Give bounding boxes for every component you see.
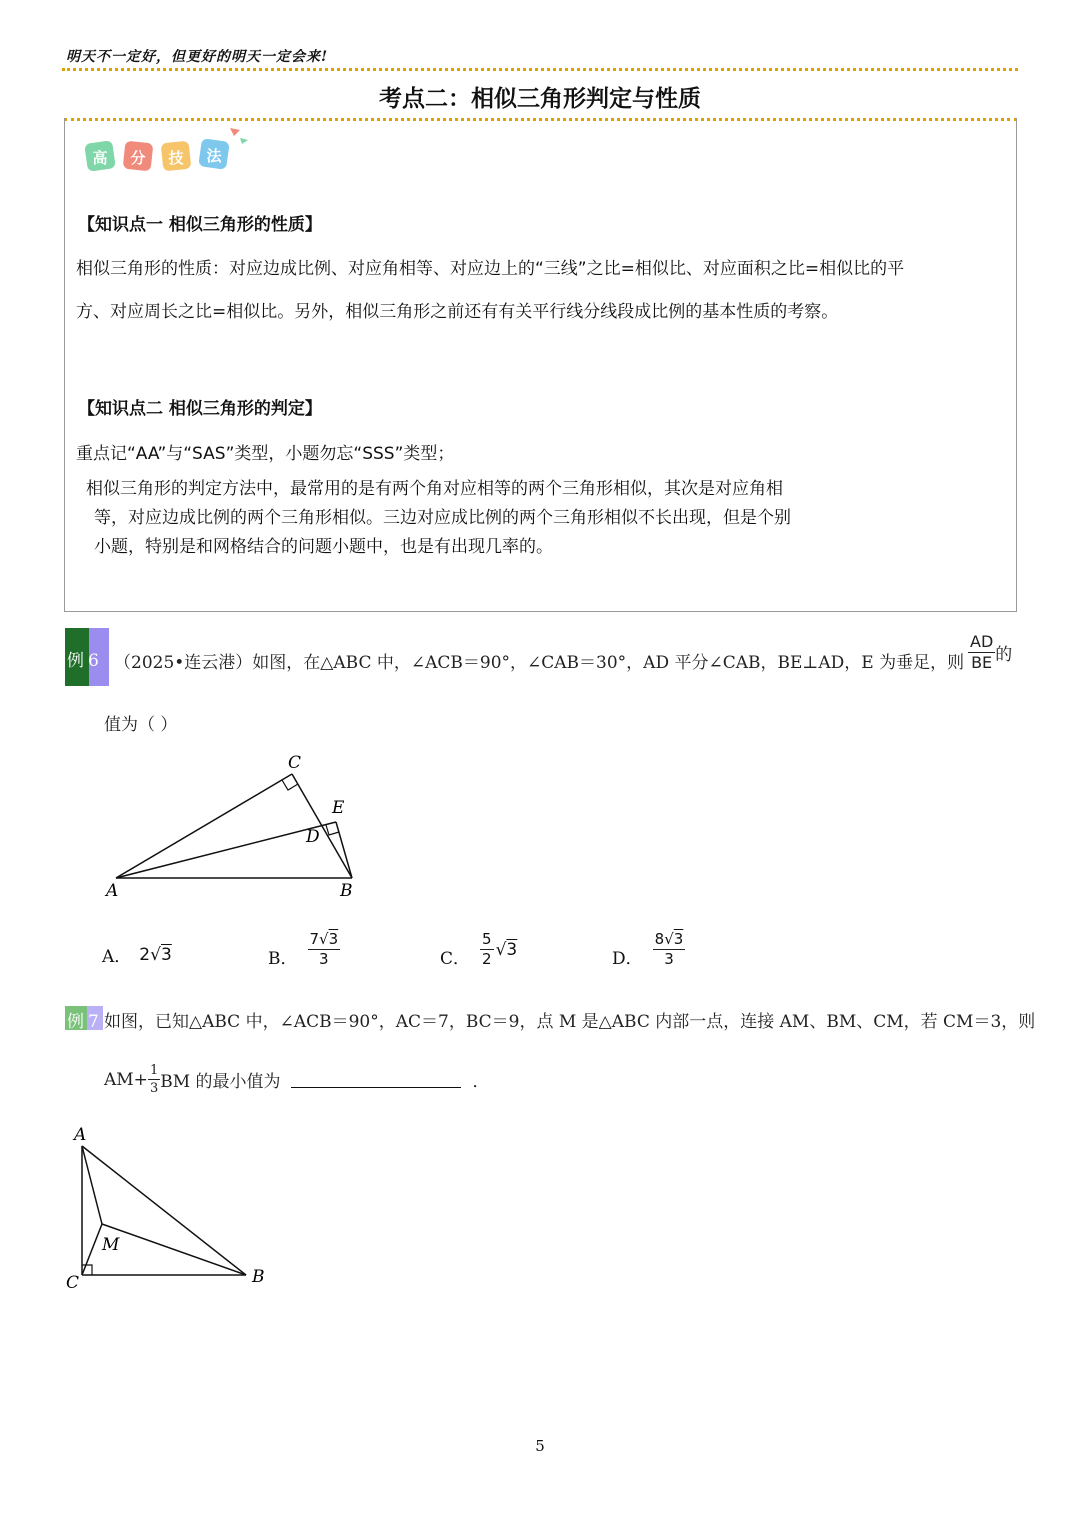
knowledge2-line4: 小题，特别是和网格结合的问题小题中，也是有出现几率的。 (94, 537, 553, 557)
example7-end: ． (472, 1072, 490, 1092)
fig6-segment-ae (116, 822, 336, 878)
fig7-label-b: B (252, 1267, 265, 1287)
choice-d[interactable] (612, 930, 685, 969)
badge-char-3: 技 (168, 149, 184, 167)
high-score-badge (82, 124, 252, 188)
example6-fraction (968, 634, 1012, 671)
knowledge2-heading: 【知识点二 相似三角形的判定】 (78, 399, 322, 419)
sqrt-icon: √ (150, 944, 161, 965)
knowledge2-line3: 等，对应边成比例的两个三角形相似。三边对应成比例的两个三角形相似不长出现，但是个别 (94, 508, 791, 528)
example6-tag-num: 6 (88, 651, 99, 671)
badge-char-2: 分 (130, 149, 146, 167)
knowledge1-heading: 【知识点一 相似三角形的性质】 (78, 215, 322, 235)
example7-tag-char: 例 (67, 1012, 84, 1032)
choice-a-coef: 2 (139, 944, 151, 965)
example7-frac-num: 1 (149, 1063, 159, 1078)
example6-tag-char: 例 (67, 651, 84, 671)
knowledge2-body (86, 475, 1006, 562)
choice-a-rad: 3 (160, 944, 172, 965)
fig6-segment-be (336, 822, 352, 878)
example6-line2: 值为（ ） (104, 715, 178, 735)
example7-suffix: BM 的最小值为 (160, 1072, 281, 1092)
choice-a-value (139, 945, 172, 965)
example7-tag (65, 1006, 103, 1030)
example6-tag (65, 628, 109, 686)
sqrt-icon: √ (495, 939, 507, 960)
fig6-label-e: E (332, 798, 345, 818)
choice-a-letter: A． (102, 947, 132, 967)
example6-suffix: 的 (995, 645, 1013, 665)
knowledge1-line1: 相似三角形的性质：对应边成比例、对应角相等、对应边上的“三线”之比=相似比、对应面积之比=相似比的平 (76, 259, 905, 279)
fig7-side-ab (82, 1146, 246, 1275)
page-number: 5 (535, 1437, 545, 1455)
fig6-label-c: C (288, 753, 302, 773)
fig7-segment-bm (102, 1224, 246, 1275)
badge-spark-icon (230, 128, 240, 136)
header-motto: 明天不一定好，但更好的明天一定会来! (66, 49, 329, 65)
fig7-segment-am (82, 1146, 102, 1224)
choice-a[interactable] (102, 942, 172, 967)
header-divider (62, 68, 1018, 71)
example7-frac (148, 1064, 160, 1095)
example7-frac-den: 3 (149, 1081, 159, 1096)
fig6-label-b: B (340, 881, 353, 901)
choice-c-root (496, 940, 518, 960)
choice-b-frac (308, 932, 341, 967)
knowledge1-body (76, 248, 1016, 334)
fig6-label-d: D (306, 827, 320, 847)
choice-b-num (308, 932, 341, 950)
choice-c-num: 5 (482, 930, 492, 948)
badge-graphic (82, 124, 252, 184)
choice-b-letter: B． (268, 949, 298, 969)
answer-blank[interactable] (291, 1086, 461, 1088)
example6-frac (968, 634, 995, 671)
choice-d-rad: 3 (673, 930, 684, 948)
choice-c[interactable] (440, 930, 517, 969)
example6-frac-den: BE (971, 653, 993, 672)
example7-line2 (104, 1064, 490, 1095)
example6-text: （2025•连云港）如图，在△ABC 中，∠ACB＝90°，∠CAB＝30°，AD 平分∠CAB，BE⊥AD，E 为垂足，则 (114, 653, 965, 673)
fig7-label-c: C (66, 1273, 80, 1293)
choice-b-den: 3 (319, 950, 329, 968)
example7-tag-num: 7 (88, 1012, 99, 1032)
example6-question (114, 648, 964, 673)
choice-c-frac (480, 932, 494, 967)
example7-text: 如图，已知△ABC 中，∠ACB＝90°，AC＝7，BC＝9，点 M 是△ABC 内部一点，连接 AM、BM、CM，若 CM＝3，则 (104, 1012, 1036, 1032)
choice-d-num (653, 932, 686, 950)
example6-frac-num: AD (970, 632, 994, 651)
example7-prefix: AM+ (104, 1069, 148, 1090)
example6-tag-label (65, 646, 109, 671)
choice-c-letter: C． (440, 949, 471, 969)
fig7-label-m: M (102, 1235, 120, 1255)
example7-tag-label (65, 1007, 103, 1032)
choice-b-rad: 3 (328, 930, 339, 948)
fig6-label-a: A (106, 881, 119, 901)
sqrt-icon: √ (319, 930, 329, 948)
badge-spark-icon-2 (240, 138, 248, 144)
knowledge2-line1: 重点记“AA”与“SAS”类型，小题勿忘“SSS”类型； (76, 444, 455, 464)
knowledge1-line2: 方、对应周长之比=相似比。另外，相似三角形之前还有有关平行线分线段成比例的基本性质的考察。 (76, 302, 839, 322)
choice-d-den: 3 (664, 950, 674, 968)
choice-d-letter: D． (612, 949, 643, 969)
choice-d-coef: 8 (654, 930, 665, 948)
page-title: 考点二：相似三角形判定与性质 (379, 86, 701, 112)
badge-char-4: 法 (206, 147, 222, 165)
sqrt-icon: √ (664, 930, 674, 948)
badge-char-1: 高 (92, 149, 108, 167)
fig6-side-ac (116, 774, 292, 878)
choice-c-den: 2 (482, 950, 492, 968)
fig7-label-a: A (74, 1125, 87, 1145)
example6-figure (100, 750, 370, 905)
example7-figure (60, 1120, 280, 1295)
choice-b-coef: 7 (309, 930, 320, 948)
knowledge2-line2: 相似三角形的判定方法中，最常用的是有两个角对应相等的两个三角形相似，其次是对应角相 (86, 479, 783, 499)
choice-d-frac (653, 932, 686, 967)
choice-c-rad: 3 (506, 939, 518, 960)
choice-b[interactable] (268, 930, 340, 969)
